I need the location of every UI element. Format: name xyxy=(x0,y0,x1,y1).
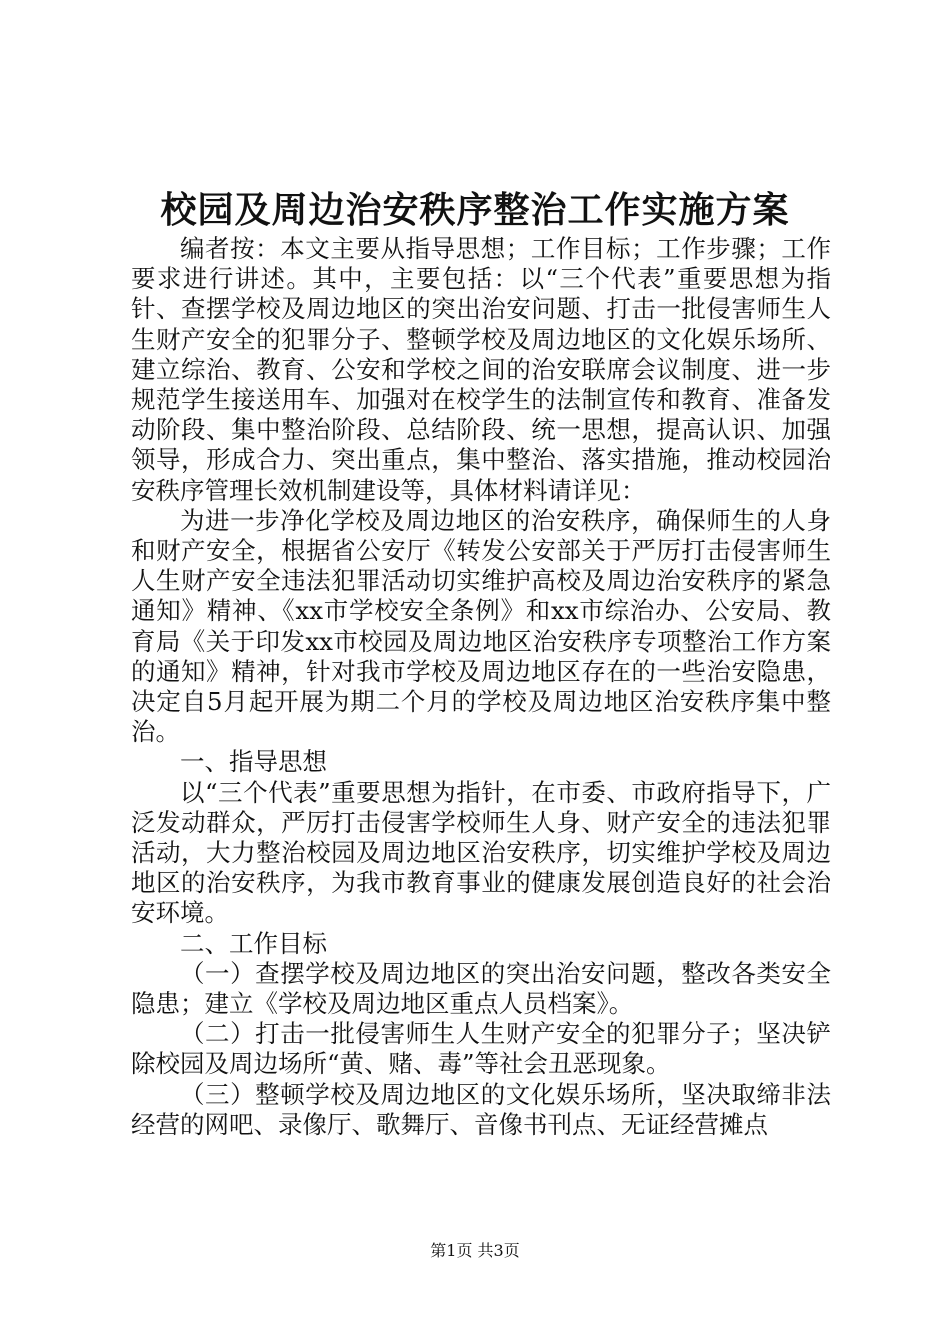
page-footer: 第1页 共3页 xyxy=(430,1241,520,1260)
section-heading-guiding-ideology: 一、指导思想 xyxy=(180,747,327,777)
intro-paragraph: 为进一步净化学校及周边地区的治安秩序，确保师生的人身和财产安全，根据省公安厅《转发公安部关于严厉打击侵害师生人生财产安全违法犯罪活动切实维护高校及周边治安秩序的紧急通知》精神、《xx市学校安全条例》和xx市综治办、公安局、教育局《关于印发xx市校园及周边地区治安秩序专项整治工作方案的通知》精神，针对我市学校及周边地区存在的一些治安隐患，决定自5月起开展为期二个月的学校及周边地区治安秩序集中整治。 xyxy=(131,505,831,747)
section-heading-work-goals: 二、工作目标 xyxy=(180,928,327,958)
document-body xyxy=(131,234,831,1140)
goal-item-3: （三）整顿学校及周边地区的文化娱乐场所，坚决取缔非法经营的网吧、录像厅、歌舞厅、音像书刊点、无证经营摊点 xyxy=(131,1079,831,1139)
goal-item-1: （一）查摆学校及周边地区的突出治安问题，整改各类安全隐患；建立《学校及周边地区重点人员档案》。 xyxy=(131,958,831,1019)
guiding-ideology-paragraph: 以“三个代表”重要思想为指针，在市委、市政府指导下，广泛发动群众，严厉打击侵害学校师生人身、财产安全的违法犯罪活动，大力整治校园及周边地区治安秩序，切实维护学校及周边地区的治安秩序，为我市教育事业的健康发展创造良好的社会治安环境。 xyxy=(131,777,831,928)
document-title: 校园及周边治安秩序整治工作实施方案 xyxy=(160,189,790,231)
goal-item-2: （二）打击一批侵害师生人生财产安全的犯罪分子；坚决铲除校园及周边场所“黄、赌、毒”等社会丑恶现象。 xyxy=(131,1019,831,1079)
editor-note-paragraph: 编者按：本文主要从指导思想；工作目标；工作步骤；工作要求进行讲述。其中，主要包括：以“三个代表”重要思想为指针、查摆学校及周边地区的突出治安问题、打击一批侵害师生人生财产安全的犯罪分子、整顿学校及周边地区的文化娱乐场所、建立综治、教育、公安和学校之间的治安联席会议制度、进一步规范学生接送用车、加强对在校学生的法制宣传和教育、准备发动阶段、集中整治阶段、总结阶段、统一思想，提高认识、加强领导，形成合力、突出重点，集中整治、落实措施，推动校园治安秩序管理长效机制建设等，具体材料请详见： xyxy=(131,234,831,505)
